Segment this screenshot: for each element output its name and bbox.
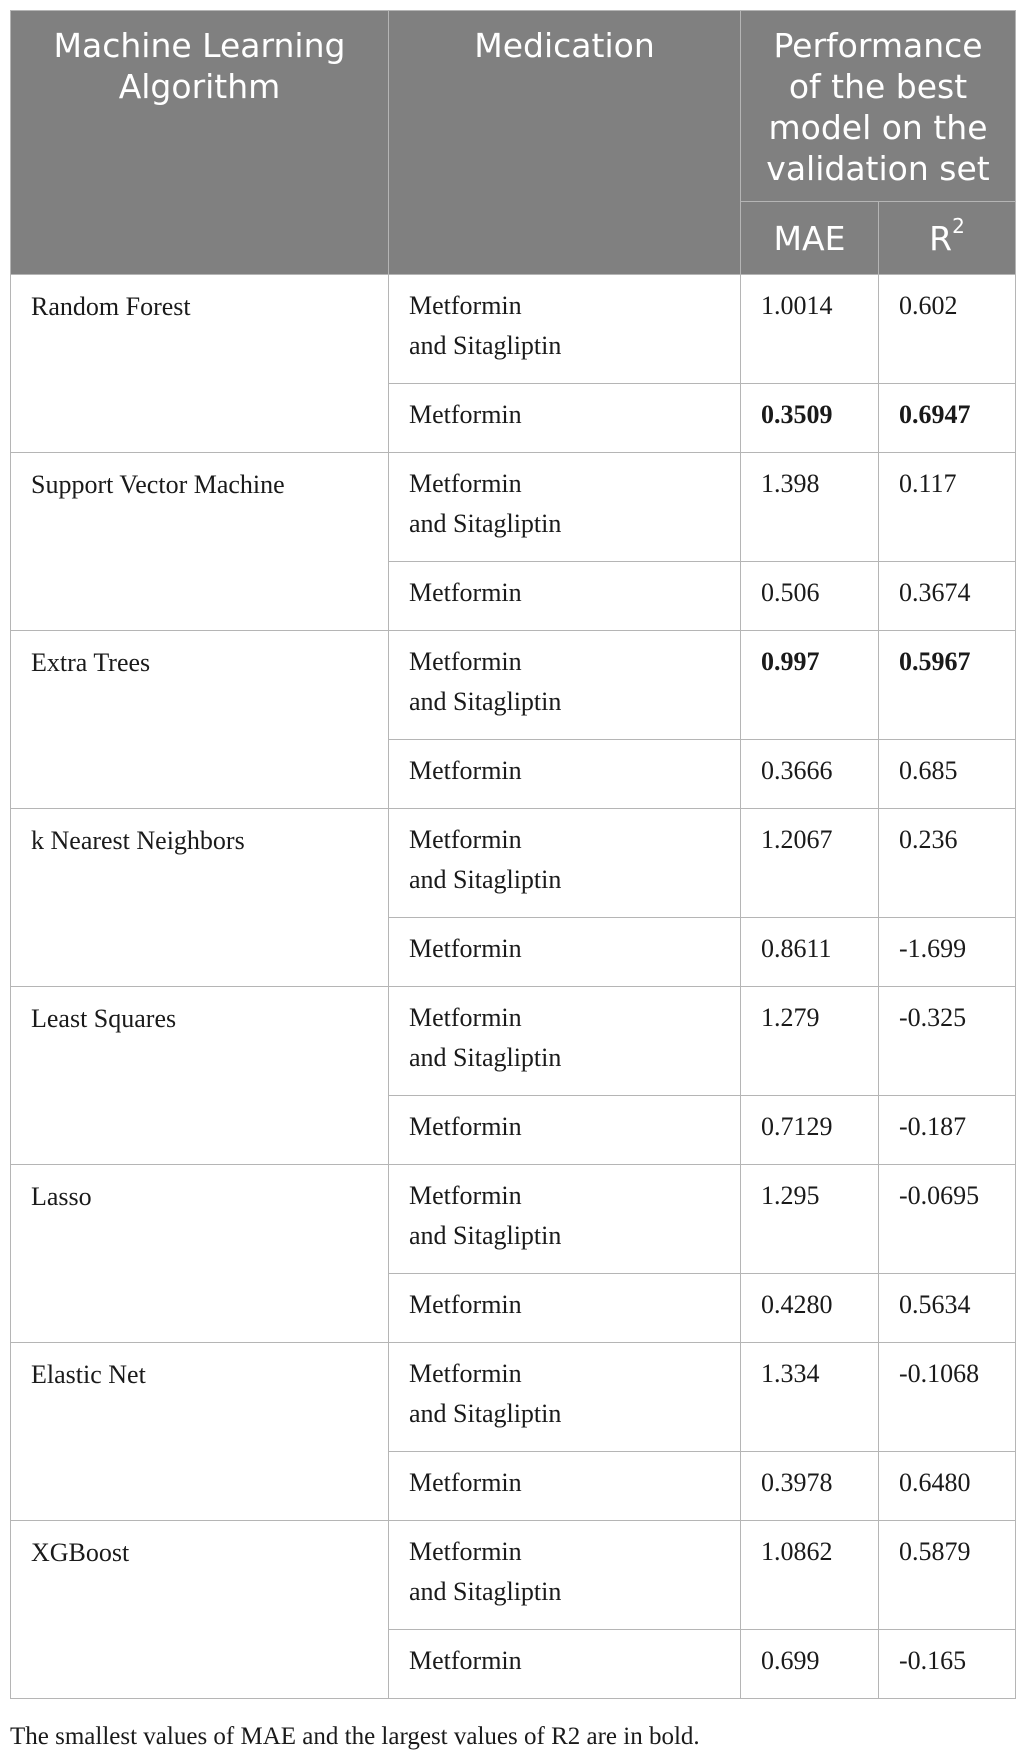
medication-line: and Sitagliptin [409, 865, 562, 894]
r2-cell: 0.5634 [879, 1274, 1016, 1343]
medication-cell: Metformin [389, 384, 741, 453]
medication-cell: Metformin [389, 1630, 741, 1699]
mae-cell: 1.0862 [741, 1521, 879, 1630]
medication-line: Metformin [409, 1359, 522, 1388]
medication-line: and Sitagliptin [409, 509, 562, 538]
header-r2-base: R [929, 218, 953, 258]
algorithm-cell: Lasso [11, 1165, 389, 1343]
medication-cell: Metformin [389, 562, 741, 631]
algorithm-cell: Elastic Net [11, 1343, 389, 1521]
r2-cell: 0.6480 [879, 1452, 1016, 1521]
r2-cell: -0.325 [879, 987, 1016, 1096]
table-row [11, 631, 1016, 740]
medication-line: Metformin [409, 825, 522, 854]
medication-cell [389, 631, 741, 740]
header-r2 [879, 202, 1016, 275]
medication-line: and Sitagliptin [409, 1043, 562, 1072]
r2-cell: 0.6947 [879, 384, 1016, 453]
mae-cell: 1.334 [741, 1343, 879, 1452]
algorithm-cell: Random Forest [11, 275, 389, 453]
results-table-container [10, 10, 1015, 1699]
r2-cell: -1.699 [879, 918, 1016, 987]
medication-cell [389, 1165, 741, 1274]
medication-cell [389, 275, 741, 384]
table-body [11, 275, 1016, 1699]
medication-cell [389, 987, 741, 1096]
medication-line: and Sitagliptin [409, 1577, 562, 1606]
medication-line: Metformin [409, 1003, 522, 1032]
mae-cell: 0.7129 [741, 1096, 879, 1165]
table-row [11, 1343, 1016, 1452]
r2-cell: -0.187 [879, 1096, 1016, 1165]
table-header [11, 11, 1016, 275]
r2-cell: 0.5967 [879, 631, 1016, 740]
medication-cell [389, 453, 741, 562]
mae-cell: 1.295 [741, 1165, 879, 1274]
table-row [11, 1521, 1016, 1630]
r2-cell: 0.602 [879, 275, 1016, 384]
header-medication: Medication [389, 11, 741, 275]
medication-line: Metformin [409, 1181, 522, 1210]
medication-cell: Metformin [389, 1452, 741, 1521]
medication-cell [389, 809, 741, 918]
mae-cell: 1.398 [741, 453, 879, 562]
r2-cell: 0.5879 [879, 1521, 1016, 1630]
header-mae: MAE [741, 202, 879, 275]
header-row [11, 11, 1016, 202]
r2-cell: 0.3674 [879, 562, 1016, 631]
medication-line: Metformin [409, 469, 522, 498]
r2-cell: -0.1068 [879, 1343, 1016, 1452]
medication-line: Metformin [409, 1537, 522, 1566]
header-algorithm: Machine Learning Algorithm [11, 11, 389, 275]
table-row [11, 453, 1016, 562]
mae-cell: 0.3666 [741, 740, 879, 809]
header-r2-sup: 2 [952, 213, 965, 238]
header-performance: Performance of the best model on the validation set [741, 11, 1016, 202]
medication-line: and Sitagliptin [409, 1221, 562, 1250]
medication-cell: Metformin [389, 918, 741, 987]
table-row [11, 987, 1016, 1096]
r2-cell: -0.0695 [879, 1165, 1016, 1274]
medication-cell [389, 1521, 741, 1630]
mae-cell: 0.3978 [741, 1452, 879, 1521]
r2-cell: 0.236 [879, 809, 1016, 918]
algorithm-cell: Least Squares [11, 987, 389, 1165]
mae-cell: 0.4280 [741, 1274, 879, 1343]
mae-cell: 1.0014 [741, 275, 879, 384]
r2-cell: 0.117 [879, 453, 1016, 562]
table-row [11, 275, 1016, 384]
medication-line: Metformin [409, 291, 522, 320]
mae-cell: 0.8611 [741, 918, 879, 987]
algorithm-cell: Support Vector Machine [11, 453, 389, 631]
algorithm-cell: k Nearest Neighbors [11, 809, 389, 987]
mae-cell: 0.3509 [741, 384, 879, 453]
medication-cell: Metformin [389, 740, 741, 809]
mae-cell: 0.997 [741, 631, 879, 740]
medication-line: and Sitagliptin [409, 1399, 562, 1428]
mae-cell: 1.2067 [741, 809, 879, 918]
mae-cell: 1.279 [741, 987, 879, 1096]
mae-cell: 0.699 [741, 1630, 879, 1699]
medication-cell: Metformin [389, 1096, 741, 1165]
medication-line: and Sitagliptin [409, 331, 562, 360]
table-footnote: The smallest values of MAE and the largest values of R2 are in bold. [10, 1723, 700, 1750]
results-table [10, 10, 1016, 1699]
r2-cell: -0.165 [879, 1630, 1016, 1699]
table-row [11, 1165, 1016, 1274]
mae-cell: 0.506 [741, 562, 879, 631]
algorithm-cell: Extra Trees [11, 631, 389, 809]
medication-line: Metformin [409, 647, 522, 676]
algorithm-cell: XGBoost [11, 1521, 389, 1699]
r2-cell: 0.685 [879, 740, 1016, 809]
table-row [11, 809, 1016, 918]
medication-cell: Metformin [389, 1274, 741, 1343]
medication-cell [389, 1343, 741, 1452]
medication-line: and Sitagliptin [409, 687, 562, 716]
